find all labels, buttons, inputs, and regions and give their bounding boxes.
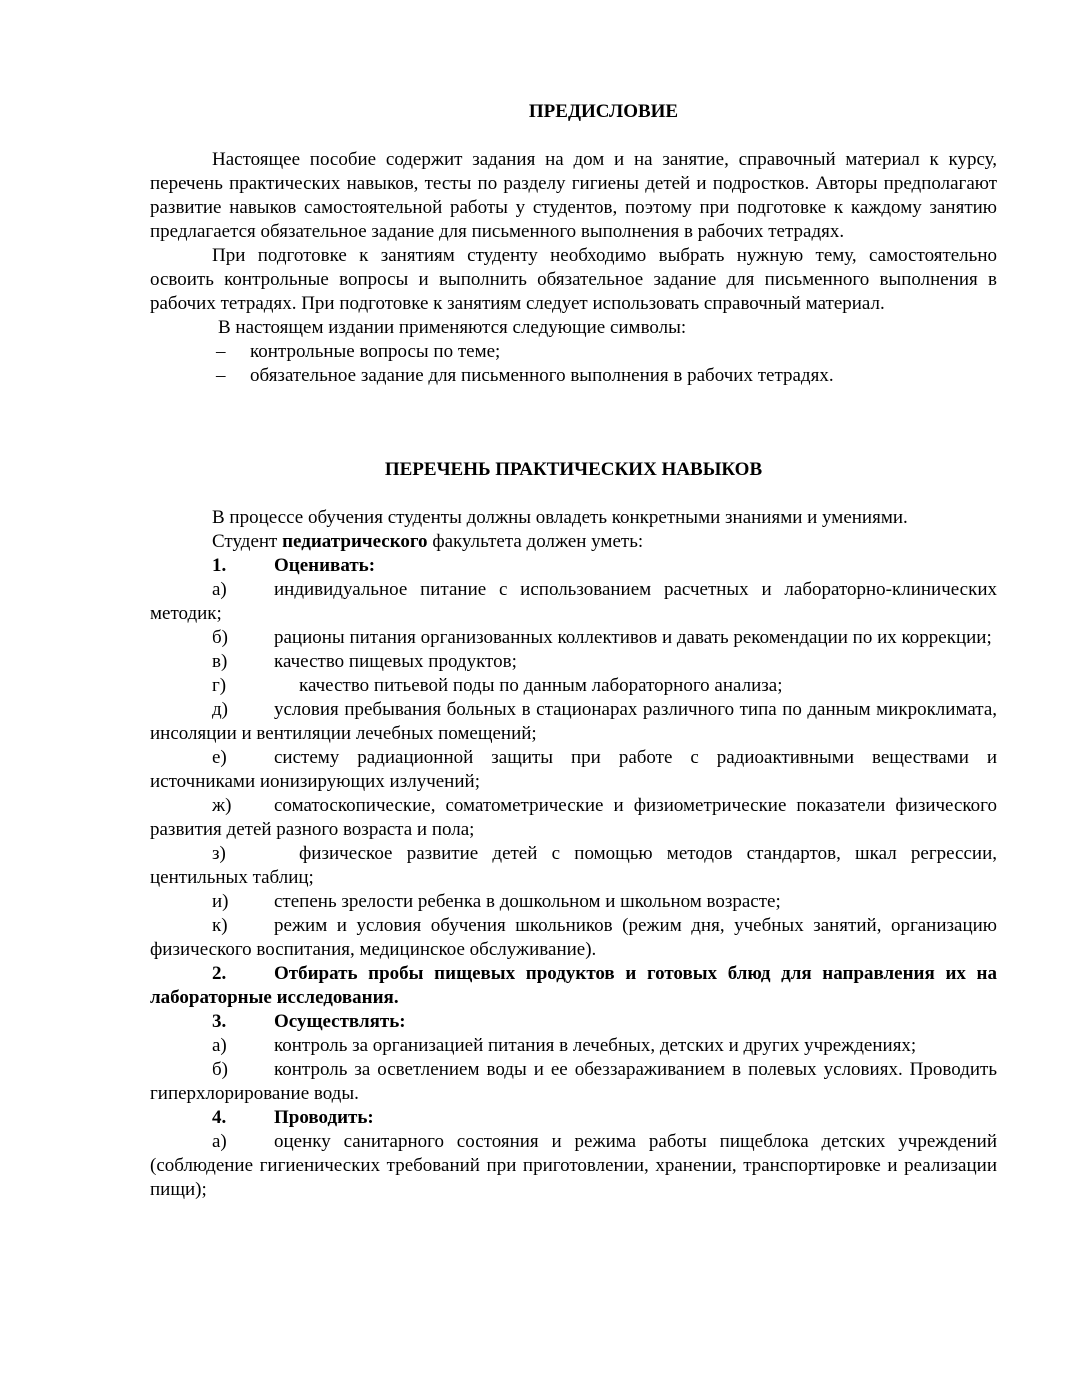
item-text: систему радиационной защиты при работе с радиоактивными веществами и источниками ионизирующих излучений; [150, 747, 997, 792]
list-item [150, 746, 997, 794]
list-item [150, 842, 997, 890]
item-marker: ж) [212, 795, 232, 816]
symbols-intro: В настоящем издании применяются следующие символы: [218, 317, 687, 338]
section-title: Отбирать пробы пищевых продуктов и готовых блюд для направления их на лабораторные исследования. [150, 963, 997, 1008]
skills-intro: В процессе обучения студенты должны овладеть конкретными знаниями и умениями. [212, 507, 908, 528]
item-text: контроль за осветлением воды и ее обеззараживанием в полевых условиях. Проводить гиперхлорирование воды. [150, 1059, 997, 1104]
list-item [150, 626, 997, 650]
item-marker: б) [212, 627, 228, 648]
symbol-item-task [150, 364, 997, 388]
page-content [150, 100, 997, 1202]
list-item [150, 1034, 997, 1058]
preface-paragraph-2: При подготовке к занятиям студенту необходимо выбрать нужную тему, самостоятельно освоить контрольные вопросы и выполнить обязательное задание для письменного выполнения в рабочих тетрадях. При подготовке к занятиям следует использовать справочный материал. [150, 245, 997, 314]
symbol-item-text: контрольные вопросы по теме; [250, 341, 501, 362]
item-text: индивидуальное питание с использованием расчетных и лабораторно-клинических методик; [150, 579, 997, 624]
item-text: оценку санитарного состояния и режима работы пищеблока детских учреждений (соблюдение гигиенических требований при приготовлении, хранении, транспортировке и реализации пищи); [150, 1131, 997, 1200]
section-number: 3. [212, 1011, 227, 1032]
item-text: физическое развитие детей с помощью методов стандартов, шкал регрессии, центильных таблиц; [150, 843, 997, 888]
item-text: режим и условия обучения школьников (режим дня, учебных занятий, организацию физического воспитания, медицинское обслуживание). [150, 915, 997, 960]
dash-bullet: – [216, 365, 226, 386]
student-line [150, 530, 997, 554]
list-item [150, 1130, 997, 1202]
list-item [150, 1058, 997, 1106]
item-marker: г) [212, 675, 227, 696]
item-marker: а) [212, 579, 227, 600]
list-item [150, 650, 997, 674]
section-2-heading [150, 962, 997, 1010]
faculty-name: педиатрического [282, 531, 428, 552]
section-title: Осуществлять: [274, 1011, 406, 1032]
item-text: условия пребывания больных в стационарах различного типа по данным микроклимата, инсоляции и вентиляции лечебных помещений; [150, 699, 997, 744]
symbol-item-text: обязательное задание для письменного выполнения в рабочих тетрадях. [250, 365, 834, 386]
symbol-item-questions [150, 340, 997, 364]
section-title: Оценивать: [274, 555, 376, 576]
preface-paragraph-1: Настоящее пособие содержит задания на дом и на занятие, справочный материал к курсу, перечень практических навыков, тесты по разделу гигиены детей и подростков. Авторы предполагают развитие навыков самостоятельной работы у студентов, поэтому при подготовке к каждому занятию предлагается обязательное задание для письменного выполнения в рабочих тетрадях. [150, 149, 997, 242]
item-marker: а) [212, 1131, 227, 1152]
item-marker: з) [212, 843, 226, 864]
item-marker: д) [212, 699, 228, 720]
item-text: рационы питания организованных коллективов и давать рекомендации по их коррекции; [274, 627, 992, 648]
list-item [150, 674, 997, 698]
list-item [150, 794, 997, 842]
item-text: соматоскопические, соматометрические и физиометрические показатели физического развития детей разного возраста и пола; [150, 795, 997, 840]
item-text: качество пищевых продуктов; [274, 651, 517, 672]
list-item [150, 890, 997, 914]
item-marker: и) [212, 891, 229, 912]
list-item [150, 698, 997, 746]
section-number: 2. [212, 963, 227, 984]
section-title: Проводить: [274, 1107, 374, 1128]
item-text: качество питьевой поды по данным лабораторного анализа; [299, 675, 783, 696]
item-marker: е) [212, 747, 227, 768]
skills-title: ПЕРЕЧЕНЬ ПРАКТИЧЕСКИХ НАВЫКОВ [384, 459, 763, 480]
dash-bullet: – [216, 341, 226, 362]
item-marker: б) [212, 1059, 228, 1080]
section-1-heading [150, 554, 997, 578]
list-item [150, 914, 997, 962]
section-3-heading [150, 1010, 997, 1034]
item-text: степень зрелости ребенка в дошкольном и школьном возрасте; [274, 891, 781, 912]
section-number: 1. [212, 555, 227, 576]
student-post: факультета должен уметь: [427, 531, 644, 552]
list-item [150, 578, 997, 626]
item-marker: к) [212, 915, 228, 936]
item-marker: в) [212, 651, 228, 672]
item-marker: а) [212, 1035, 227, 1056]
section-4-heading [150, 1106, 997, 1130]
item-text: контроль за организацией питания в лечебных, детских и других учреждениях; [274, 1035, 917, 1056]
student-pre: Студент [212, 531, 283, 552]
preface-title: ПРЕДИСЛОВИЕ [528, 101, 679, 122]
section-number: 4. [212, 1107, 227, 1128]
